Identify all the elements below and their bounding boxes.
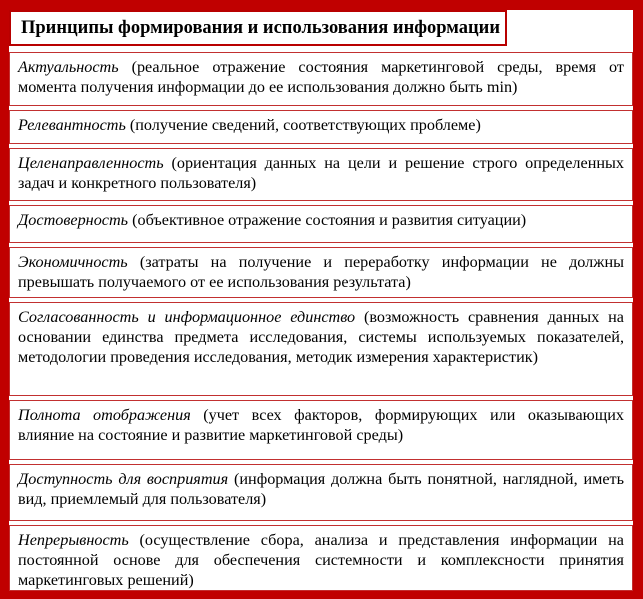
principle-term: Релевантность	[18, 116, 126, 134]
principle-description: (объективное отражение состояния и развития ситуации)	[128, 211, 527, 229]
principle-row-relevance-actual	[9, 52, 633, 106]
principle-description: (получение сведений, соответствующих проблеме)	[125, 116, 481, 134]
principle-term: Экономичность	[18, 253, 128, 271]
principle-term: Непрерывность	[18, 531, 129, 549]
principle-term: Актуальность	[18, 58, 119, 76]
principle-term: Целенаправленность	[18, 154, 164, 172]
principle-description: (информация должна быть понятной, наглядной, иметь вид, приемлемый для пользователя)	[18, 470, 624, 508]
principle-term: Доступность для восприятия	[18, 470, 229, 488]
principle-row-completeness	[9, 400, 633, 460]
principle-description: (осуществление сбора, анализа и представления информации на постоянной основе для обеспечения системности и комплексности принятия маркетинговых решений)	[18, 531, 624, 589]
principle-description: (учет всех факторов, формирующих или оказывающих влияние на состояние и развитие маркетинговой среды)	[18, 406, 624, 444]
principle-row-economy	[9, 247, 633, 298]
principle-row-purposefulness	[9, 148, 633, 201]
principle-row-reliability	[9, 205, 633, 243]
principle-row-relevance	[9, 110, 633, 144]
principle-term: Достоверность	[18, 211, 129, 229]
principle-description: (возможность сравнения данных на основании единства предмета исследования, системы используемых показателей, методологии проведения исследования, методик измерения характеристик)	[18, 308, 624, 366]
principle-term: Согласованность и информационное единство	[18, 308, 356, 326]
principle-term: Полнота отображения	[18, 406, 191, 424]
principles-table	[9, 10, 633, 591]
principle-description: (ориентация данных на цели и решение строго определенных задач и конкретного пользователя)	[18, 154, 624, 192]
principle-description: (реальное отражение состояния маркетинговой среды, время от момента получения информации до ее использования должно быть min)	[18, 58, 624, 96]
principle-row-accessibility	[9, 464, 633, 521]
principle-row-consistency	[9, 302, 633, 396]
principle-row-continuity	[9, 525, 633, 591]
table-title: Принципы формирования и использования информации	[9, 10, 507, 46]
principle-description: (затраты на получение и переработку информации не должны превышать получаемого от ее использования результата)	[18, 253, 624, 291]
